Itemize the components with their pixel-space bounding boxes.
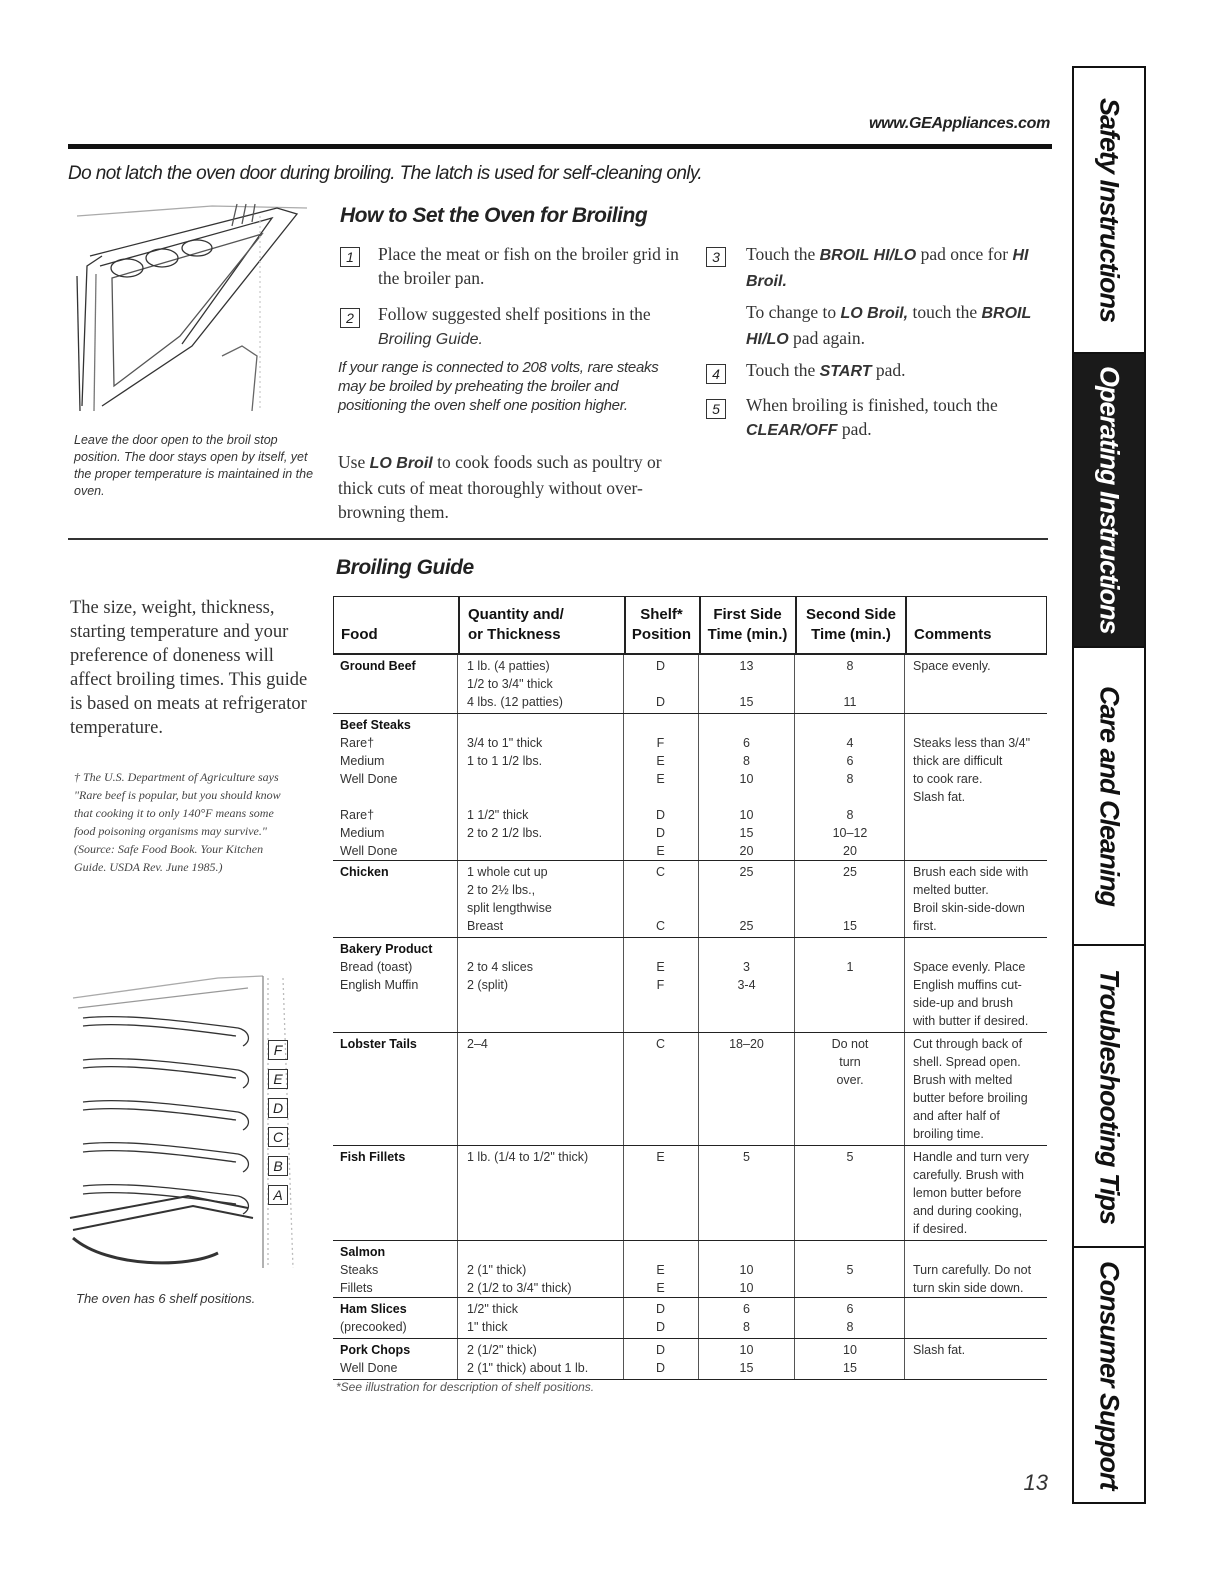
cell-first-side: 10 15 [739,1343,754,1375]
shelf-label-d: D [268,1098,288,1118]
cell-second-side: 6 8 [846,1302,854,1334]
cell-shelf: E F [656,960,665,992]
cell-comments: Handle and turn very carefully. Brush with lemon butter before and during cooking, if desired. [913,1150,1030,1236]
table-body [333,655,1047,1380]
table-row [333,861,1047,938]
cell-second-side: 1 [846,960,854,974]
cell-quantity: 3/4 to 1" thick 1 to 1 1/2 lbs. 1 1/2" thick 2 to 2 1/2 lbs. [467,736,543,840]
oven-door-illustration [72,196,310,424]
cell-shelf: C [655,1037,666,1051]
shelf-position-labels [268,1040,298,1214]
guide-intro: The size, weight, thickness, starting temperature and your preference of doneness will affect broiling times. This guide is based on meats at refrigerator temperature. [70,598,308,738]
door-caption: Leave the door open to the broil stop position. The door stays open by itself, yet the proper temperature is maintained in the oven. [74,433,314,498]
step-1-number: 1 [340,247,360,267]
cell-second-side: 25 15 [843,865,857,933]
col-shelf: Shelf* Position [631,606,692,643]
cell-quantity: 1/2" thick 1" thick [467,1302,518,1334]
cell-shelf: D D [655,1343,666,1375]
cell-comments: Space evenly. Place English muffins cut- side-up and brush with butter if desired. [913,960,1029,1028]
cell-shelf: F E E D D E [655,736,666,858]
cell-second-side: 8 11 [843,659,857,709]
lo-broil-tip: Use LO Broil to cook foods such as poultry or thick cuts of meat thoroughly without over-browning them. [338,452,662,522]
shelf-caption: The oven has 6 shelf positions. [76,1291,256,1306]
cell-comments: Turn carefully. Do not turn skin side down. [913,1263,1032,1295]
cell-first-side: 13 15 [739,659,754,709]
step-4-text: Touch the START pad. [746,360,906,380]
page-number: 13 [1023,1470,1048,1495]
cell-comments: Steaks less than 3/4" thick are difficult to cook rare. Slash fat. [913,736,1031,804]
header-rule [68,144,1052,149]
cell-first-side: 25 25 [739,865,754,933]
change-to-lo-text: To change to LO Broil, touch the BROIL HI/LO pad again. [746,302,1031,348]
tab-consumer-support[interactable]: Consumer Support [1094,1260,1125,1490]
table-row [333,714,1047,861]
shelf-label-a: A [268,1185,288,1205]
cell-first-side: 6 8 [743,1302,750,1334]
table-header [333,596,1047,655]
table-row [333,655,1047,714]
cell-first-side: 3 3-4 [737,960,756,992]
cell-shelf: C C [655,865,666,933]
cell-food: Beef Steaks Rare† Medium Well Done Rare† Medium Well Done [340,718,411,858]
step-1-text: Place the meat or fish on the broiler grid in the broiler pan. [378,244,679,288]
cell-second-side: 5 [846,1263,854,1277]
col-comments: Comments [914,626,992,643]
table-row [333,1298,1047,1339]
cell-shelf: E E [656,1263,665,1295]
cell-food: Lobster Tails [340,1037,417,1051]
cell-first-side: 10 10 [739,1263,754,1295]
tab-safety-instructions[interactable]: Safety Instructions [1074,68,1144,354]
tab-troubleshooting-tips[interactable]: Troubleshooting Tips [1074,946,1144,1248]
section-tabs [1072,66,1146,1504]
col-food: Food [341,626,378,643]
cell-food: Salmon Steaks Fillets [340,1245,386,1295]
table-row [333,1033,1047,1146]
shelf-label-b: B [268,1156,288,1176]
step-2-number: 2 [340,308,360,328]
step-5-number: 5 [706,399,726,419]
cell-second-side: Do not turn over. [831,1037,869,1087]
cell-shelf: E [656,1150,665,1164]
cell-quantity: 2 to 4 slices 2 (split) [467,960,534,992]
step-4-number: 4 [706,364,726,384]
cell-shelf: D D [655,659,666,709]
shelf-label-f: F [268,1040,288,1060]
cell-comments: Brush each side with melted butter. Broil skin-side-down first. [913,865,1029,933]
cell-quantity: 1 lb. (1/4 to 1/2" thick) [467,1150,589,1164]
cell-food: Bakery Product Bread (toast) English Muffin [340,942,433,992]
cell-shelf: D D [655,1302,666,1334]
208-volt-note: If your range is connected to 208 volts, rare steaks may be broiled by preheating the broiler and positioning the oven shelf one position higher. [338,359,659,414]
latch-warning: Do not latch the oven door during broiling. The latch is used for self-cleaning only. [68,163,703,184]
cell-second-side: 10 15 [843,1343,857,1375]
cell-food: Chicken [340,865,389,879]
tab-operating-instructions[interactable]: Operating Instructions [1074,354,1144,648]
website-url: www.GEAppliances.com [868,115,1050,132]
cell-second-side: 4 6 8 8 10–12 20 [832,736,868,858]
shelf-label-c: C [268,1127,288,1147]
cell-comments: Space evenly. [913,659,991,673]
cell-first-side: 5 [743,1150,750,1164]
cell-comments: Cut through back of shell. Spread open. Brush with melted butter before broiling and after half of broiling time. [913,1037,1028,1141]
col-first-side: First Side Time (min.) [707,606,788,643]
shelf-label-e: E [268,1069,288,1089]
cell-first-side: 6 8 10 10 15 20 [739,736,754,858]
step-3-number: 3 [706,247,726,267]
cell-quantity: 2–4 [467,1037,488,1051]
cell-quantity: 1 lb. (4 patties) 1/2 to 3/4" thick 4 lbs. (12 patties) [467,659,563,709]
table-row [333,1339,1047,1380]
col-second-side: Second Side Time (min.) [805,606,897,643]
broiling-guide-table [333,596,1047,1380]
col-quantity: Quantity and/ or Thickness [468,606,564,643]
table-row [333,938,1047,1033]
cell-food: Ham Slices (precooked) [340,1302,407,1334]
cell-food: Pork Chops Well Done [340,1343,411,1375]
broiling-guide-title: Broiling Guide [336,556,474,579]
table-row [333,1241,1047,1298]
cell-food: Ground Beef [340,659,416,673]
cell-first-side: 18–20 [729,1037,764,1051]
usda-note: † The U.S. Department of Agriculture says "Rare beef is popular, but you should know that cooking it to only 140°F means some food poisoning organisms may survive." (Source: Safe Food Book. Your Kitchen Guide. USDA Rev. June 1985.) [74,770,281,874]
cell-comments: Slash fat. [913,1343,966,1357]
cell-quantity: 2 (1" thick) 2 (1/2 to 3/4" thick) [467,1263,572,1295]
section-divider [68,538,1048,540]
step-5-text: When broiling is finished, touch the CLEAR/OFF pad. [746,395,998,439]
cell-second-side: 5 [846,1150,854,1164]
step-2-text: Follow suggested shelf positions in the Broiling Guide. [378,304,651,348]
tab-care-and-cleaning[interactable]: Care and Cleaning [1074,648,1144,946]
shelf-footnote: *See illustration for description of shelf positions. [336,1380,595,1394]
cell-quantity: 1 whole cut up 2 to 2½ lbs., split lengthwise Breast [467,865,552,933]
cell-quantity: 2 (1/2" thick) 2 (1" thick) about 1 lb. [467,1343,589,1375]
set-oven-title: How to Set the Oven for Broiling [340,204,648,227]
table-row [333,1146,1047,1241]
step-3-text: Touch the BROIL HI/LO pad once for HI Broil. [746,244,1029,290]
cell-food: Fish Fillets [340,1150,406,1164]
